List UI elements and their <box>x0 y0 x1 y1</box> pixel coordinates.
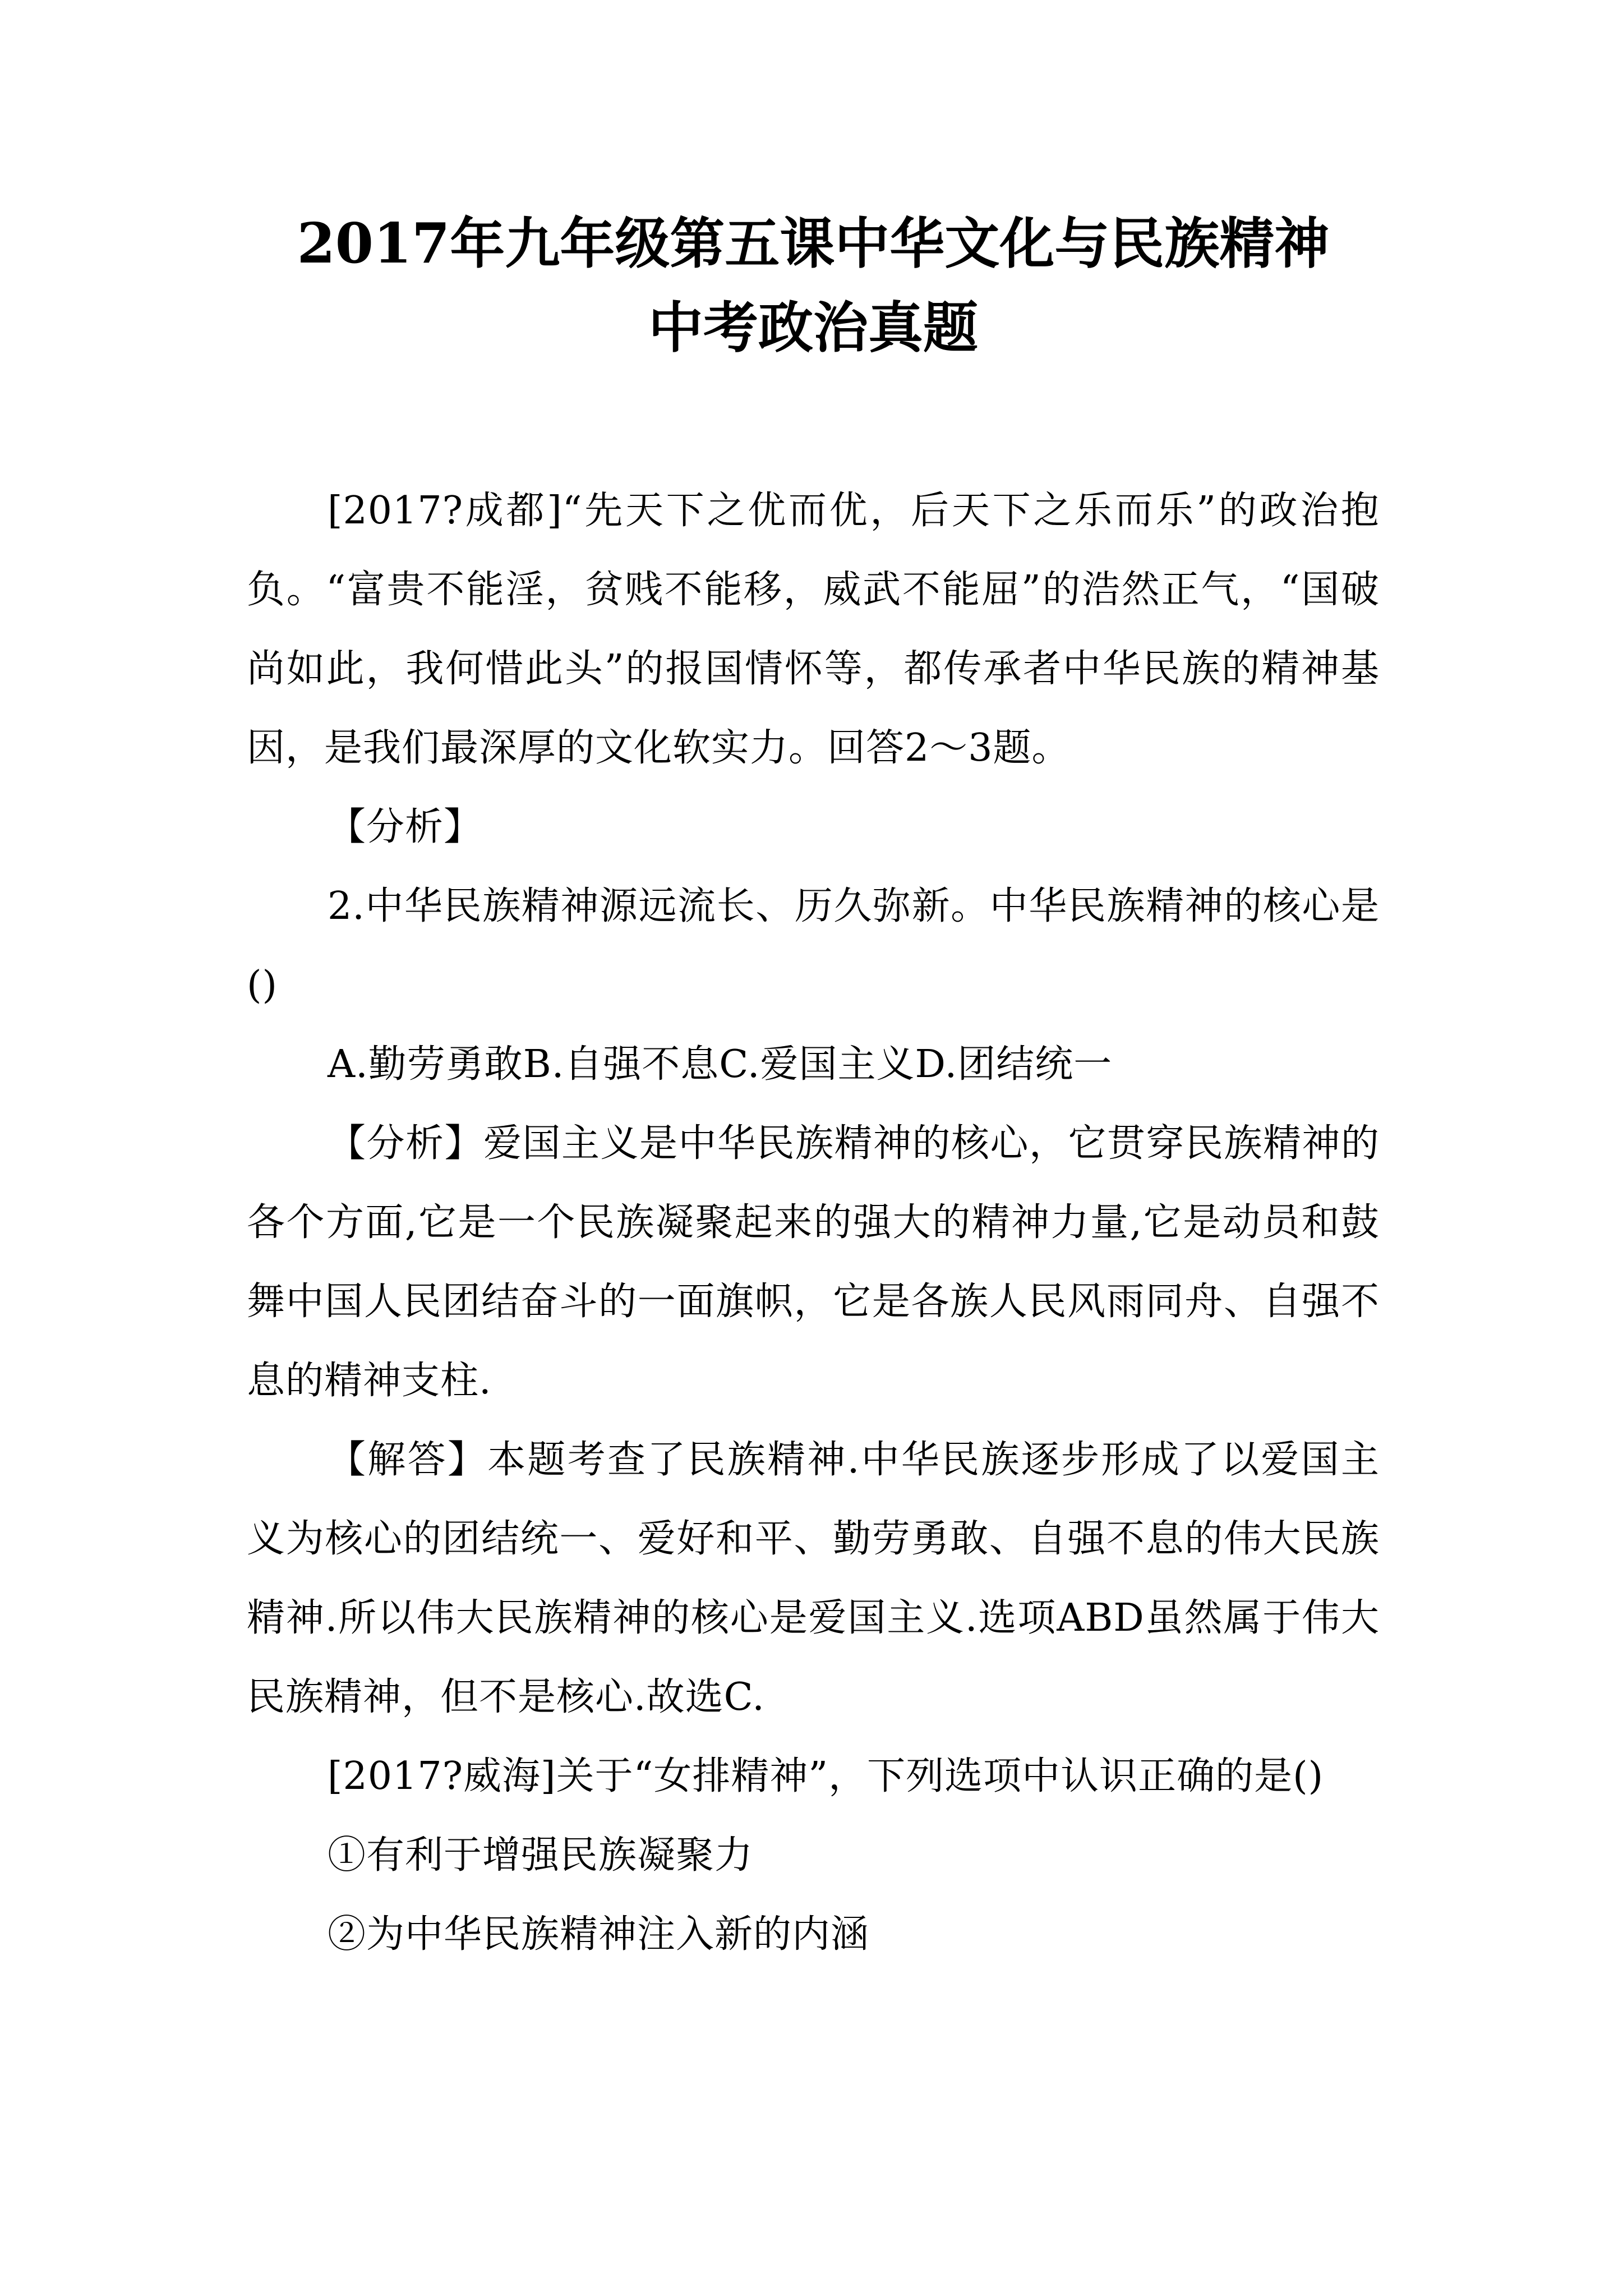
paragraph-question-2-options: A.勤劳勇敢B.自强不息C.爱国主义D.团结统一 <box>328 1042 1113 1087</box>
document-title-line-1: 2017年九年级第五课中华文化与民族精神 <box>297 211 1330 276</box>
paragraph-analysis-heading: 【分析】 <box>328 805 483 849</box>
paragraph-question-2-analysis: 【分析】爱国主义是中华民族精神的核心，它贯穿民族精神的各个方面,它是一个民族凝聚起来的强大的精神力量,它是动员和鼓舞中国人民团结奋斗的一面旗帜，它是各族人民风雨同舟、自强不息的精神支柱. <box>247 1121 1380 1403</box>
document-title-line-2: 中考政治真题 <box>648 296 978 360</box>
paragraph-weihai-question: [2017?威海]关于“女排精神”，下列选项中认识正确的是() <box>328 1754 1324 1798</box>
paragraph-question-2-answer: 【解答】本题考查了民族精神.中华民族逐步形成了以爱国主义为核心的团结统一、爱好和平、勤劳勇敢、自强不息的伟大民族精神.所以伟大民族精神的核心是爱国主义.选项ABD虽然属于伟大民族精神，但不是核心.故选C. <box>247 1438 1380 1719</box>
paragraph-option-2: ②为中华民族精神注入新的内涵 <box>328 1912 870 1957</box>
paragraph-question-2: 2.中华民族精神源远流长、历久弥新。中华民族精神的核心是() <box>247 884 1380 1007</box>
paragraph-option-1: ①有利于增强民族凝聚力 <box>328 1833 754 1878</box>
document-body <box>247 471 1380 1974</box>
paragraph-chengdu-context: [2017?成都]“先天下之优而优，后天下之乐而乐”的政治抱负。“富贵不能淫，贫贱不能移，威武不能屈”的浩然正气，“国破尚如此，我何惜此头”的报国情怀等，都传承者中华民族的精神基因，是我们最深厚的文化软实力。回答2～3题。 <box>247 489 1380 770</box>
